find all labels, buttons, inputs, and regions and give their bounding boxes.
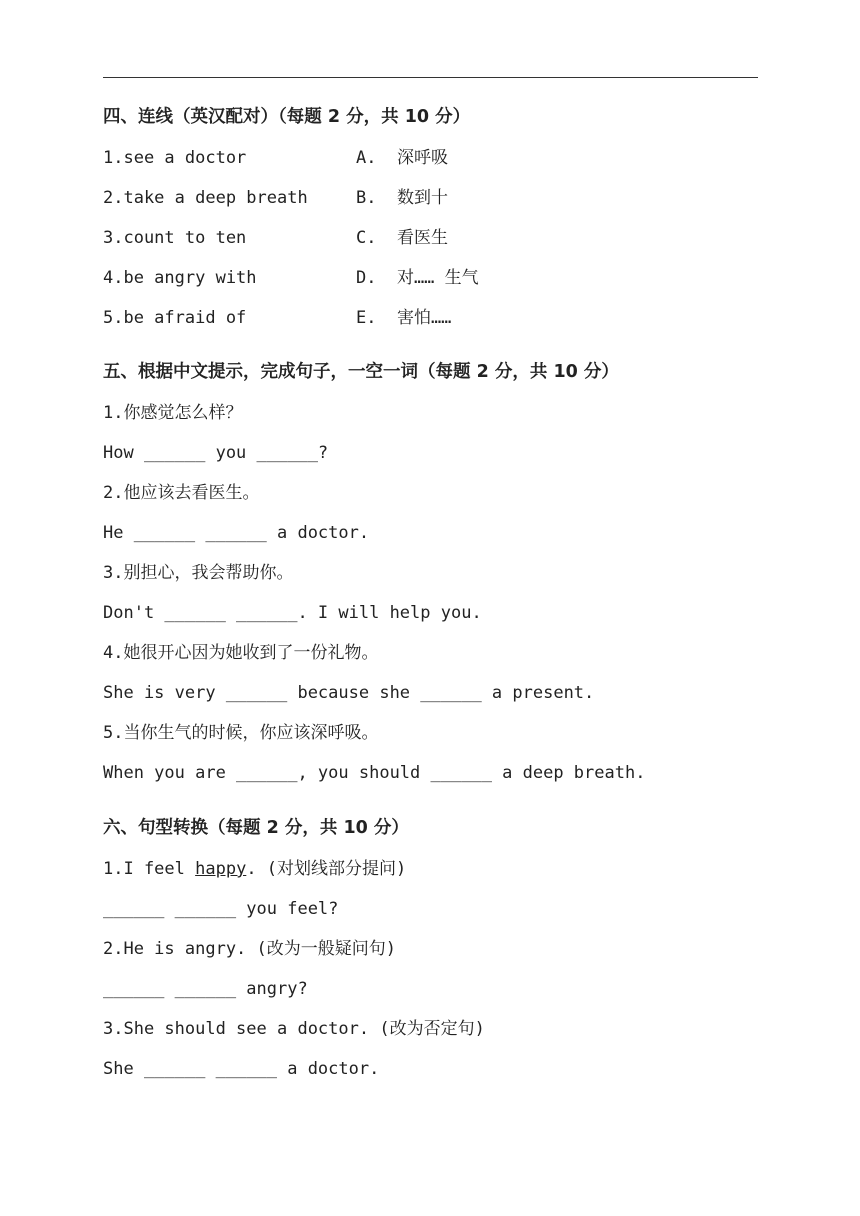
s5-q5-english: When you are ______, you should ______ a deep breath. [103, 763, 646, 783]
s5-q5-chinese: 5.当你生气的时候，你应该深呼吸。 [103, 723, 379, 743]
section4-heading: 四、连线（英汉配对）（每题 2 分，共 10 分） [103, 107, 471, 127]
s5-q3-chinese: 3.别担心，我会帮助你。 [103, 563, 294, 583]
section5-heading: 五、根据中文提示，完成句子，一空一词（每题 2 分，共 10 分） [103, 362, 619, 382]
s5-q3-english: Don't ______ ______. I will help you. [103, 603, 482, 623]
s5-q1-chinese: 1.你感觉怎么样？ [103, 403, 243, 423]
match-left-2: 2.take a deep breath [103, 188, 308, 208]
match-left-4: 4.be angry with [103, 268, 257, 288]
match-left-1: 1.see a doctor [103, 148, 247, 168]
s5-q2-english: He ______ ______ a doctor. [103, 523, 370, 543]
s6-q1-prefix: 1.I feel [103, 859, 196, 879]
s6-q3-answer: She ______ ______ a doctor. [103, 1059, 380, 1079]
s6-q2: 2.He is angry. (改为一般疑问句) [103, 939, 396, 959]
match-right-d: D. 对…… 生气 [356, 268, 479, 288]
match-right-b: B. 数到十 [356, 188, 448, 208]
s6-q1-answer: ______ ______ you feel? [103, 899, 339, 919]
s6-q3: 3.She should see a doctor. (改为否定句) [103, 1019, 485, 1039]
s6-q1-underlined-word: happy [195, 859, 247, 879]
s6-q2-answer: ______ ______ angry? [103, 979, 308, 999]
match-right-c: C. 看医生 [356, 228, 448, 248]
match-right-a: A. 深呼吸 [356, 148, 448, 168]
match-left-3: 3.count to ten [103, 228, 247, 248]
header-rule [103, 77, 758, 78]
match-right-e: E. 害怕…… [356, 308, 452, 328]
s6-q1 [103, 858, 406, 880]
s5-q4-chinese: 4.她很开心因为她收到了一份礼物。 [103, 643, 379, 663]
match-left-5: 5.be afraid of [103, 308, 247, 328]
s5-q2-chinese: 2.他应该去看医生。 [103, 483, 260, 503]
s5-q4-english: She is very ______ because she ______ a present. [103, 683, 595, 703]
s5-q1-english: How ______ you ______? [103, 443, 329, 463]
s6-q1-suffix: . (对划线部分提问) [246, 859, 407, 879]
section6-heading: 六、句型转换（每题 2 分，共 10 分） [103, 818, 409, 838]
